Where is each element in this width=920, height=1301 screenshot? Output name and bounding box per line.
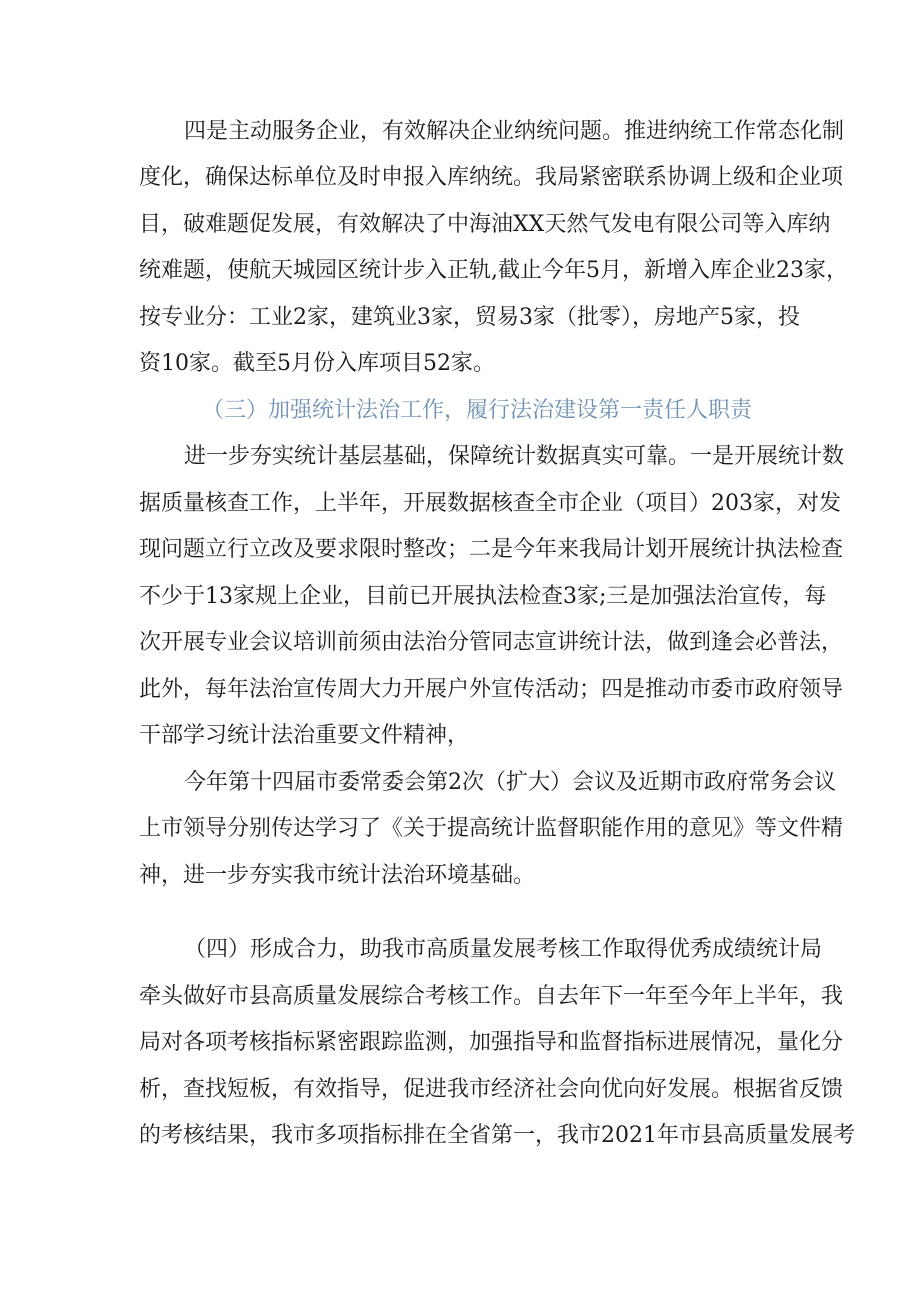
paragraph-line: 现问题立行立改及要求限时整改；二是今年来我局计划开展统计执法检查 — [139, 537, 844, 562]
paragraph-line: 析，查找短板，有效指导，促进我市经济社会向优向好发展。根据省反馈 — [139, 1077, 844, 1102]
paragraph-line: 进一步夯实统计基层基础，保障统计数据真实可靠。一是开展统计数 — [184, 444, 845, 469]
paragraph-line: 干部学习统计法治重要文件精神， — [139, 723, 470, 748]
paragraph-line: 据质量核查工作，上半年，开展数据核查全市企业（项目）203家，对发 — [139, 491, 841, 516]
paragraph-line: （四）形成合力，助我市高质量发展考核工作取得优秀成绩统计局 — [184, 937, 823, 962]
paragraph-line: 度化，确保达标单位及时申报入库纳统。我局紧密联系协调上级和企业项 — [139, 165, 844, 190]
paragraph-line: 局对各项考核指标紧密跟踪监测，加强指导和监督指标进展情况，量化分 — [139, 1030, 844, 1055]
paragraph-line: 按专业分：工业2家，建筑业3家，贸易3家（批零），房地产5家，投 — [139, 305, 800, 330]
paragraph-line: 目，破难题促发展，有效解决了中海油XX天然气发电有限公司等入库纳 — [139, 212, 831, 237]
paragraph-line: 神，进一步夯实我市统计法治环境基础。 — [139, 863, 536, 888]
paragraph-line: 不少于13家规上企业，目前已开展执法检查3家;三是加强法治宣传，每 — [139, 584, 827, 609]
paragraph-line: 四是主动服务企业，有效解决企业纳统问题。推进纳统工作常态化制 — [184, 119, 845, 144]
paragraph-line: 今年第十四届市委常委会第2次（扩大）会议及近期市政府常务会议 — [184, 770, 836, 795]
paragraph-line: 的考核结果，我市多项指标排在全省第一，我市2021年市县高质量发展考 — [139, 1123, 855, 1148]
paragraph-line: 次开展专业会议培训前须由法治分管同志宣讲统计法，做到逢会必普法， — [139, 630, 844, 655]
paragraph-line: 上市领导分别传达学习了《关于提高统计监督职能作用的意见》等文件精 — [139, 816, 844, 841]
paragraph-line: 此外，每年法治宣传周大力开展户外宣传活动；四是推动市委市政府领导 — [139, 677, 844, 702]
section-heading: （三）加强统计法治工作，履行法治建设第一责任人职责 — [202, 398, 753, 423]
paragraph-line: 牵头做好市县高质量发展综合考核工作。自去年下一年至今年上半年，我 — [139, 984, 844, 1009]
paragraph-line: 统难题，使航天城园区统计步入正轨,截止今年5月，新增入库企业23家， — [139, 258, 848, 283]
paragraph-line: 资10家。截至5月份入库项目52家。 — [139, 351, 495, 376]
